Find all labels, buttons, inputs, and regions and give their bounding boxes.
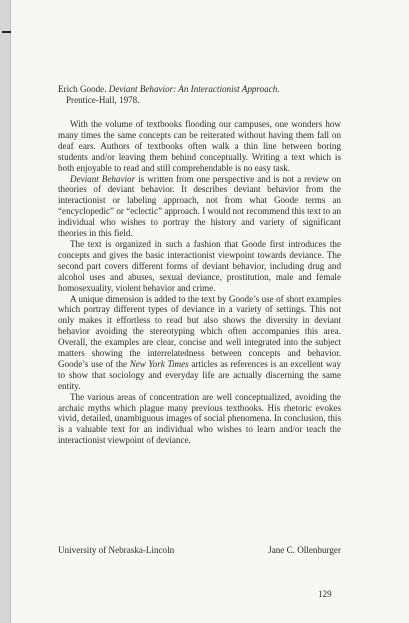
citation-publisher: Prentice-Hall, 1978.	[66, 94, 140, 105]
italic-text: Deviant Behavior	[70, 173, 136, 184]
review-paragraph	[58, 239, 341, 294]
paragraph-text: A unique dimension is added to the text by Goode’s use of short examples which portray different types of deviance in a variety of settings. This not only makes it effortless to read but also shows the diversity in deviant behavior avoiding the stereotyping which often accompanies this area. Overall, the examples are clear, concise and well integrated into the subject matters showing the interrelatedness between concepts and behavior. Goode’s use of the	[58, 293, 341, 369]
italic-text: New York Times	[129, 358, 189, 369]
reviewer-affiliation: University of Nebraska-Lincoln	[58, 545, 175, 555]
paragraph-text: articles as references is an excellent way to show that sociology and everyday life are actually discerning the same entity.	[58, 358, 341, 391]
review-body	[58, 119, 341, 446]
paragraph-text: The text is organized in such a fashion that Goode first introduces the concepts and gives the basic interactionist viewpoint towards deviance. The second part covers different forms of deviant behavior, including drug and alcohol uses and abuses, sexual deviance, prostitution, male and female homosexuality, violent behavior and crime.	[58, 238, 341, 293]
paragraph-text: The various areas of concentration are well conceptualized, avoiding the archaic myths which plague many previous textbooks. His rhetoric evokes vivid, detailed, unambiguous images of social phenomena. In conclusion, this is a valuable text for an individual who wishes to learn and/or teach the interactionist viewpoint of deviance.	[58, 391, 341, 446]
review-paragraph	[58, 294, 341, 392]
page-number: 129	[318, 589, 332, 599]
scan-edge-mark	[2, 31, 11, 33]
paragraph-text: is written from one perspective and is not a review on theories of deviant behavior. It describes deviant behavior from the interactionist or labeling approach, not from what Goode terms an “encyclopedic” or “eclectic” approach. I would not recommend this text to an individual who wishes to portray the history and variety of significant theories in this field.	[58, 173, 341, 239]
paragraph-text: With the volume of textbooks flooding our campuses, one wonders how many times the same concepts can be reiterated without having them fall on deaf ears. Authors of textbooks often walk a thin line between boring students and/or leaving them behind conceptually. Writing a text which is both enjoyable to read and still comprehendable is no easy task.	[58, 119, 341, 173]
book-citation	[58, 84, 341, 106]
citation-title: Deviant Behavior: An Interactionist Approach.	[108, 84, 280, 94]
citation-author: Erich Goode.	[58, 84, 107, 94]
review-paragraph	[58, 119, 341, 174]
review-paragraph	[58, 174, 341, 239]
review-paragraph	[58, 392, 341, 447]
reviewer-name: Jane C. Ollenburger	[268, 545, 341, 555]
